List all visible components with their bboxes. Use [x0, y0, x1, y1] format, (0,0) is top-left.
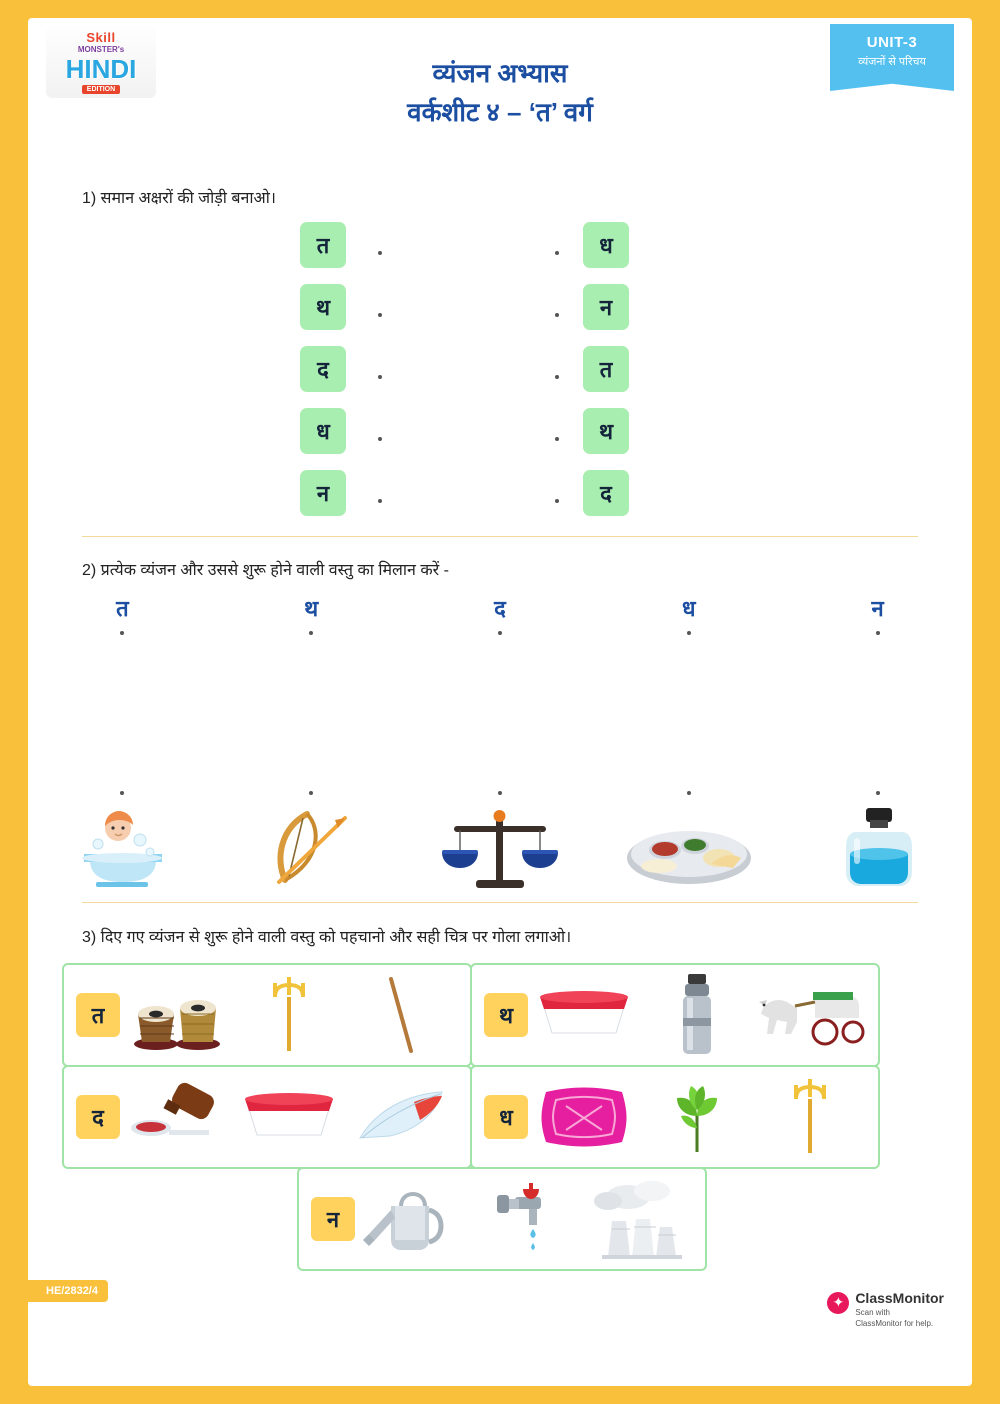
q2-letter: त	[116, 596, 129, 621]
bow-and-arrow-icon	[217, 798, 406, 894]
q3-box-ta	[62, 963, 472, 1067]
match-dot[interactable]	[876, 791, 880, 795]
classmonitor-brand: ClassMonitor	[855, 1290, 944, 1306]
water-tap-icon[interactable]	[469, 1173, 579, 1265]
match-dot[interactable]	[378, 499, 382, 503]
q3-row	[62, 1065, 942, 1167]
match-dot[interactable]	[687, 791, 691, 795]
q2-letter: द	[494, 596, 506, 621]
tray-box-icon[interactable]	[234, 1071, 344, 1163]
match-dot[interactable]	[120, 791, 124, 795]
question-2-text: 2) प्रत्येक व्यंजन और उससे शुरू होने वाली वस्तु का मिलान करें -	[82, 562, 449, 579]
match-dot[interactable]	[309, 791, 313, 795]
q3-letter-badge: थ	[484, 993, 528, 1037]
question-3-text: 3) दिए गए व्यंजन से शुरू होने वाली वस्तु को पहचानो और सही चित्र पर गोला लगाओ।	[82, 929, 572, 946]
match-dot[interactable]	[498, 631, 502, 635]
match-dot[interactable]	[876, 631, 880, 635]
q1-right-tile[interactable]: त	[583, 346, 629, 392]
q1-right-tile[interactable]: न	[583, 284, 629, 330]
tabla-drums-icon[interactable]	[121, 969, 231, 1061]
worksheet-code: HE/2832/4	[28, 1280, 108, 1302]
brand-edition-badge: EDITION	[82, 85, 120, 94]
medicine-bottle-spoon-icon[interactable]	[121, 1071, 231, 1163]
q3-letter-badge: त	[76, 993, 120, 1037]
q3-box-tha	[470, 963, 880, 1067]
question-2-matching-area	[28, 593, 972, 893]
worksheet-page	[28, 18, 972, 1386]
watering-can-icon[interactable]	[356, 1173, 466, 1265]
unit-subtitle: व्यंजनों से परिचय	[858, 56, 926, 68]
q1-right-tile[interactable]: ध	[583, 222, 629, 268]
section-divider	[82, 536, 918, 537]
q3-letter-badge: द	[76, 1095, 120, 1139]
match-dot[interactable]	[555, 375, 559, 379]
q3-letter-badge: न	[311, 1197, 355, 1241]
baby-in-bathtub-icon	[28, 798, 217, 894]
q3-letter-badge: ध	[484, 1095, 528, 1139]
match-dot[interactable]	[498, 791, 502, 795]
match-dot[interactable]	[555, 437, 559, 441]
match-dot[interactable]	[378, 313, 382, 317]
classmonitor-footer	[827, 1290, 944, 1329]
q2-letter: थ	[304, 596, 319, 621]
match-dot[interactable]	[555, 251, 559, 255]
brand-skill-text: Skill	[86, 29, 116, 45]
section-divider	[82, 902, 918, 903]
q1-left-dots	[378, 222, 382, 532]
trident-trishul-icon[interactable]	[755, 1071, 865, 1163]
q1-right-column	[583, 222, 629, 532]
q2-letter-row	[28, 593, 972, 635]
q3-row	[62, 963, 942, 1065]
stick-icon[interactable]	[347, 969, 457, 1061]
q1-left-tile[interactable]: त	[300, 222, 346, 268]
brand-subject-text: HINDI	[65, 53, 137, 84]
question-3-area	[62, 963, 942, 1269]
trident-trishul-icon[interactable]	[234, 969, 344, 1061]
title-line-2: वर्कशीट ४ – ‘त’ वर्ग	[407, 97, 593, 127]
feather-quill-icon[interactable]	[347, 1071, 457, 1163]
match-dot[interactable]	[555, 499, 559, 503]
q3-box-na	[297, 1167, 707, 1271]
match-dot[interactable]	[378, 251, 382, 255]
ink-bottle-icon	[783, 798, 972, 894]
q1-left-tile[interactable]: थ	[300, 284, 346, 330]
scan-line-1: Scan with	[855, 1307, 890, 1317]
thermos-flask-icon[interactable]	[642, 969, 752, 1061]
weighing-scale-icon	[406, 798, 595, 894]
match-dot[interactable]	[687, 631, 691, 635]
match-dot[interactable]	[378, 375, 382, 379]
q3-box-dha	[470, 1065, 880, 1169]
match-dot[interactable]	[120, 631, 124, 635]
question-1-text: 1) समान अक्षरों की जोड़ी बनाओ।	[82, 190, 276, 207]
q1-left-column	[300, 222, 346, 532]
q2-bottom-dot-row	[28, 783, 972, 795]
ribbon-tail	[830, 75, 954, 91]
q2-letter: न	[871, 596, 884, 621]
q2-letter: ध	[682, 596, 696, 621]
classmonitor-logo-icon: ✦	[827, 1292, 849, 1314]
q1-left-tile[interactable]: द	[300, 346, 346, 392]
q1-right-dots	[555, 222, 559, 532]
thali-food-plate-icon	[594, 798, 783, 894]
factory-chimney-icon[interactable]	[582, 1173, 692, 1265]
tray-thali-box-icon[interactable]	[529, 969, 639, 1061]
q1-right-tile[interactable]: द	[583, 470, 629, 516]
q3-box-da	[62, 1065, 472, 1169]
q3-row	[62, 1167, 942, 1269]
match-dot[interactable]	[309, 631, 313, 635]
title-line-1: व्यंजन अभ्यास	[432, 58, 568, 88]
q1-right-tile[interactable]: थ	[583, 408, 629, 454]
scan-line-2: ClassMonitor for help.	[855, 1318, 934, 1328]
q1-left-tile[interactable]: न	[300, 470, 346, 516]
pink-cushion-icon[interactable]	[529, 1071, 639, 1163]
q1-left-tile[interactable]: ध	[300, 408, 346, 454]
horse-cart-tanga-icon[interactable]	[755, 969, 865, 1061]
question-1-matching-area	[28, 222, 972, 522]
match-dot[interactable]	[555, 313, 559, 317]
coriander-leaves-icon[interactable]	[642, 1071, 752, 1163]
unit-number: UNIT-3	[866, 34, 918, 51]
q2-picture-row	[28, 798, 972, 894]
match-dot[interactable]	[378, 437, 382, 441]
unit-ribbon	[830, 24, 954, 91]
brand-monster-text: MONSTER's	[77, 44, 125, 54]
